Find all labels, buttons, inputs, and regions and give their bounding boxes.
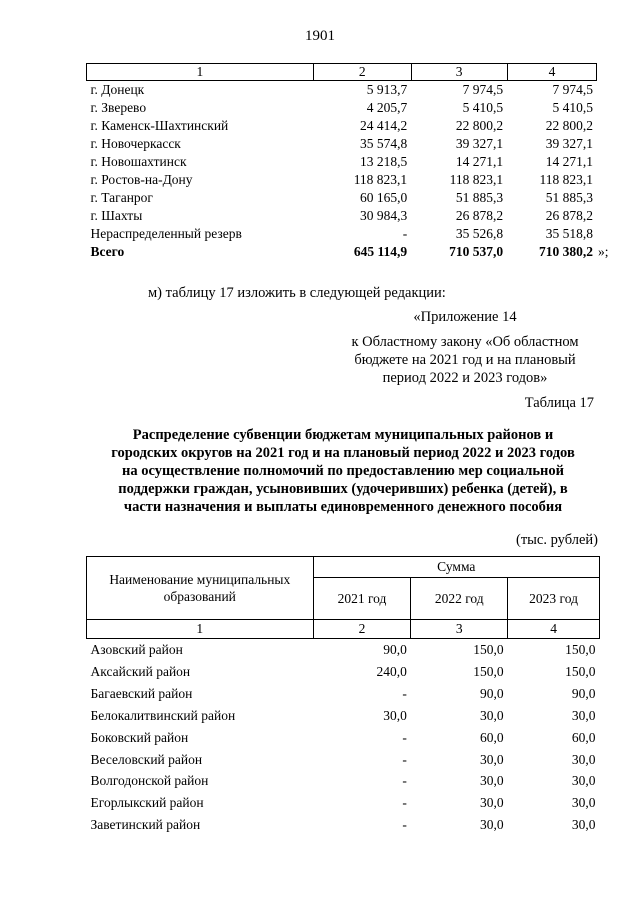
- row-value: -: [402, 795, 407, 811]
- row-name: г. Зверево: [90, 100, 147, 115]
- table-row: [87, 171, 615, 189]
- row-value: 26 878,2: [455, 208, 504, 223]
- row-value: 5 410,5: [552, 100, 593, 115]
- row-value: 5 913,7: [366, 82, 408, 97]
- column-index: 3: [411, 620, 508, 639]
- column-index: 2: [313, 620, 411, 639]
- page-number: 1901: [305, 28, 335, 44]
- units-label: (тыс. рублей): [516, 532, 598, 548]
- row-name: Нераспределенный резерв: [90, 226, 242, 241]
- row-value: 22 800,2: [545, 118, 593, 133]
- row-value: 30,0: [571, 795, 596, 811]
- table-label: Таблица 17: [524, 395, 594, 411]
- row-value: 118 823,1: [539, 172, 593, 187]
- row-value: -: [402, 685, 407, 701]
- row-value: 22 800,2: [455, 118, 504, 133]
- row-value: 60,0: [480, 729, 504, 745]
- row-value: 35 526,8: [455, 226, 504, 241]
- row-name: г. Новочеркасск: [90, 136, 181, 151]
- row-value: 35 574,8: [359, 136, 408, 151]
- row-value: 7 974,5: [462, 82, 504, 97]
- row-value: 13 218,5: [359, 154, 408, 169]
- table-row: [87, 727, 600, 749]
- title-line: поддержки граждан, усыновивших (удочеривших) ребенка (детей), в: [118, 481, 568, 497]
- row-value: 5 410,5: [462, 100, 504, 115]
- row-value: 30,0: [480, 707, 504, 723]
- subvention-table: [86, 556, 600, 836]
- row-name: Азовский район: [90, 642, 183, 657]
- table-title: [88, 426, 598, 516]
- subvention-table-body: [87, 639, 600, 837]
- row-value: 30,0: [480, 817, 504, 833]
- cities-table: [86, 63, 614, 261]
- header-cell: 2: [313, 64, 411, 81]
- row-name: Боковский район: [90, 729, 189, 745]
- row-value: 30,0: [571, 817, 596, 833]
- table-row: [87, 189, 615, 207]
- column-index: 1: [87, 620, 314, 639]
- header-year: 2023 год: [508, 578, 600, 620]
- appendix-title: «Приложение 14: [413, 309, 517, 325]
- appendix-line: период 2022 и 2023 годов»: [382, 370, 548, 386]
- header-cell: 3: [411, 64, 507, 81]
- table-row: [87, 135, 615, 153]
- title-line: на осуществление полномочий по предоставлению мер социальной: [122, 463, 564, 479]
- row-value: 7 974,5: [552, 82, 593, 97]
- row-value: 35 518,8: [545, 226, 593, 241]
- header-cell: 4: [507, 64, 597, 81]
- header-year: 2022 год: [411, 578, 508, 620]
- total-row: [87, 243, 615, 261]
- row-value: 30,0: [571, 751, 596, 767]
- row-value: 14 271,1: [455, 154, 504, 169]
- table-row: [87, 705, 600, 727]
- column-index-row: [87, 620, 600, 639]
- row-value: 150,0: [565, 663, 596, 679]
- row-name: Веселовский район: [90, 751, 203, 767]
- row-value: 30,0: [480, 795, 504, 811]
- table-row: [87, 770, 600, 792]
- row-value: 51 885,3: [455, 190, 504, 205]
- table-row: [87, 225, 615, 243]
- total-value-2: 710 537,0: [449, 244, 504, 259]
- title-line: городских округов на 2021 год и на плановый период 2022 и 2023 годов: [111, 445, 575, 461]
- row-value: -: [402, 817, 407, 833]
- header-name-column: Наименование муниципальных образований: [87, 557, 314, 620]
- row-value: 30,0: [480, 751, 504, 767]
- row-name: г. Каменск-Шахтинский: [90, 118, 229, 133]
- header-sum: Сумма: [313, 557, 599, 578]
- row-name: Аксайский район: [90, 663, 191, 679]
- row-name: г. Шахты: [90, 208, 143, 223]
- row-name: Егорлыкский район: [90, 795, 204, 811]
- instruction-text: м) таблицу 17 изложить в следующей редакции:: [148, 285, 446, 301]
- table-row: [87, 683, 600, 705]
- row-value: 4 205,7: [366, 100, 408, 115]
- row-value: 24 414,2: [359, 118, 408, 133]
- row-value: 51 885,3: [545, 190, 593, 205]
- row-value: 60 165,0: [359, 190, 408, 205]
- table-row: [87, 99, 615, 117]
- row-name: Багаевский район: [90, 685, 193, 701]
- title-line: части назначения и выплаты единовременного денежного пособия: [123, 499, 563, 515]
- row-value: 30,0: [480, 773, 504, 789]
- row-value: 60,0: [571, 729, 596, 745]
- appendix-line: бюджете на 2021 год и на плановый: [354, 352, 576, 368]
- row-name: Белокалитвинский район: [90, 707, 236, 723]
- table-row: [87, 117, 615, 135]
- row-value: -: [402, 773, 407, 789]
- row-value: 150,0: [473, 642, 504, 657]
- column-index: 4: [508, 620, 600, 639]
- row-name: г. Новошахтинск: [90, 154, 187, 169]
- title-line: Распределение субвенции бюджетам муниципальных районов и: [132, 427, 554, 443]
- row-name: г. Ростов-на-Дону: [90, 172, 193, 187]
- row-name: г. Таганрог: [90, 190, 153, 205]
- row-value: 90,0: [480, 685, 504, 701]
- row-value: 118 823,1: [449, 172, 504, 187]
- table-row: [87, 207, 615, 225]
- header-year: 2021 год: [313, 578, 411, 620]
- table-row: [87, 81, 615, 100]
- row-value: 240,0: [376, 663, 407, 679]
- row-value: -: [402, 729, 407, 745]
- table-row: [87, 749, 600, 771]
- row-name: Заветинский район: [90, 817, 201, 833]
- cities-table-body: [87, 81, 615, 244]
- row-value: 90,0: [383, 642, 407, 657]
- table-row: [87, 814, 600, 836]
- row-value: -: [402, 751, 407, 767]
- row-value: 30,0: [571, 707, 596, 723]
- row-value: 90,0: [571, 685, 596, 701]
- row-value: 150,0: [565, 642, 596, 657]
- appendix-line: к Областному закону «Об областном: [351, 334, 579, 350]
- total-label: Всего: [90, 244, 125, 259]
- table-row: [87, 153, 615, 171]
- row-value: 26 878,2: [545, 208, 593, 223]
- row-name: г. Донецк: [90, 82, 145, 97]
- table-row: [87, 639, 600, 661]
- row-value: 14 271,1: [545, 154, 593, 169]
- header-cell: 1: [87, 64, 314, 81]
- row-name: Волгодонской район: [90, 773, 209, 789]
- row-value: 39 327,1: [545, 136, 593, 151]
- row-value: 30,0: [383, 707, 407, 723]
- total-value-3: 710 380,2: [538, 244, 593, 259]
- total-suffix: »;: [597, 244, 609, 259]
- table-row: [87, 792, 600, 814]
- table-header-row: [87, 64, 615, 81]
- row-value: 150,0: [473, 663, 504, 679]
- row-value: 30 984,3: [359, 208, 408, 223]
- total-value-1: 645 114,9: [353, 244, 408, 259]
- row-value: 30,0: [571, 773, 596, 789]
- table-row: [87, 661, 600, 683]
- row-value: 118 823,1: [353, 172, 408, 187]
- row-value: -: [402, 226, 408, 241]
- row-value: 39 327,1: [455, 136, 504, 151]
